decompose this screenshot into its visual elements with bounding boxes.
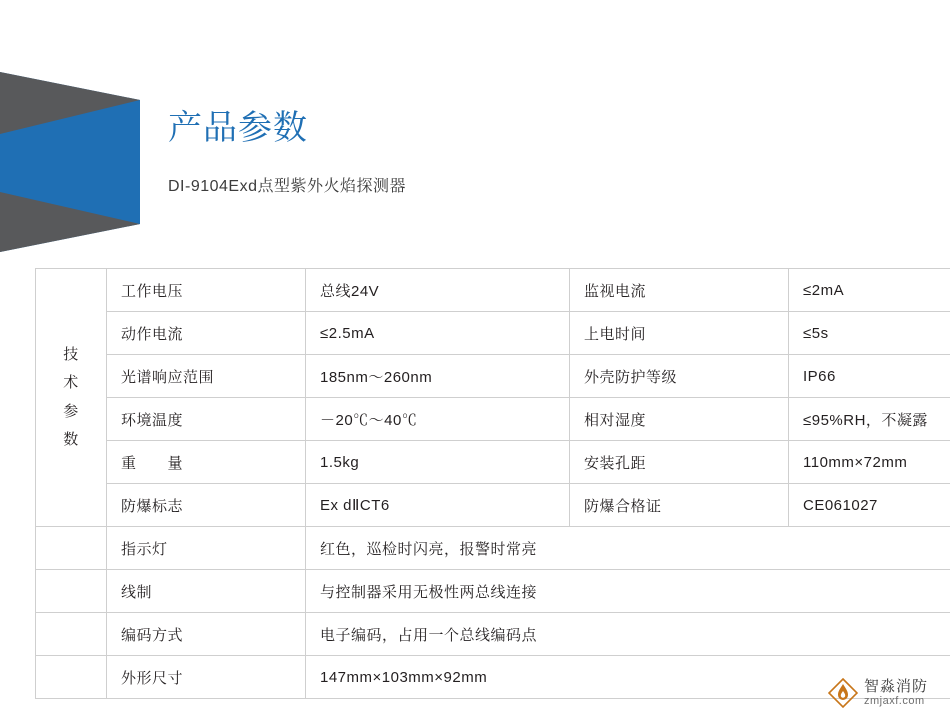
logo-text-block bbox=[864, 679, 928, 708]
site-logo bbox=[828, 678, 928, 708]
row-label: 指示灯 bbox=[107, 527, 306, 570]
row-label: 外壳防护等级 bbox=[570, 355, 789, 398]
logo-company-name: 智淼消防 bbox=[863, 677, 928, 695]
table-row bbox=[36, 570, 950, 613]
logo-url: zmjaxf.com bbox=[863, 695, 925, 708]
row-value: ≤2.5mA bbox=[306, 312, 570, 355]
row-label: 光谱响应范围 bbox=[107, 355, 306, 398]
flame-logo-icon bbox=[828, 678, 858, 708]
table-row bbox=[36, 484, 950, 527]
row-label: 工作电压 bbox=[107, 269, 306, 312]
row-label: 相对湿度 bbox=[570, 398, 789, 441]
row-label: 安装孔距 bbox=[570, 441, 789, 484]
row-label: 线制 bbox=[107, 570, 306, 613]
row-label: 重 量 bbox=[107, 441, 306, 484]
row-value: IP66 bbox=[789, 355, 950, 398]
row-label: 环境温度 bbox=[107, 398, 306, 441]
side-label-char: 术 bbox=[63, 374, 79, 391]
row-value: ≤5s bbox=[789, 312, 950, 355]
side-spacer-cell bbox=[36, 656, 107, 699]
product-model-subtitle: DI-9104Exd点型紫外火焰探测器 bbox=[168, 177, 406, 195]
row-value: 与控制器采用无极性两总线连接 bbox=[306, 570, 950, 613]
table-row bbox=[36, 355, 950, 398]
row-label: 外形尺寸 bbox=[107, 656, 306, 699]
page-title: 产品参数 bbox=[168, 109, 308, 147]
side-spacer-cell bbox=[36, 527, 107, 570]
row-label: 上电时间 bbox=[570, 312, 789, 355]
row-value: 110mm×72mm bbox=[789, 441, 950, 484]
row-value: 红色，巡检时闪亮，报警时常亮 bbox=[306, 527, 950, 570]
decorative-banner bbox=[0, 72, 140, 252]
row-value: ≤2mA bbox=[789, 269, 950, 312]
row-value: 总线24V bbox=[306, 269, 570, 312]
row-value: ≤95%RH，不凝露 bbox=[789, 398, 950, 441]
row-value: 电子编码，占用一个总线编码点 bbox=[306, 613, 950, 656]
specifications-table bbox=[35, 268, 950, 699]
row-label: 监视电流 bbox=[570, 269, 789, 312]
page-header bbox=[168, 108, 768, 196]
side-spacer-cell bbox=[36, 613, 107, 656]
side-spacer-cell bbox=[36, 570, 107, 613]
row-label: 动作电流 bbox=[107, 312, 306, 355]
row-value: 147mm×103mm×92mm bbox=[306, 656, 950, 699]
row-label: 防爆标志 bbox=[107, 484, 306, 527]
row-value: Ex dⅡCT6 bbox=[306, 484, 570, 527]
row-label: 防爆合格证 bbox=[570, 484, 789, 527]
table-row bbox=[36, 527, 950, 570]
side-label-technical-parameters bbox=[36, 269, 107, 527]
row-value: －20℃～40℃ bbox=[306, 398, 570, 441]
side-label-char: 数 bbox=[63, 431, 79, 448]
side-label-char: 参 bbox=[63, 402, 79, 420]
row-value: CE061027 bbox=[789, 484, 950, 527]
table-row bbox=[36, 441, 950, 484]
table-row bbox=[36, 656, 950, 699]
table-row bbox=[36, 398, 950, 441]
side-label-char: 技 bbox=[63, 345, 79, 363]
table-row bbox=[36, 312, 950, 355]
table-row bbox=[36, 613, 950, 656]
table-row bbox=[36, 269, 950, 312]
row-label: 编码方式 bbox=[107, 613, 306, 656]
row-value: 185nm～260nm bbox=[306, 355, 570, 398]
table-body bbox=[36, 269, 950, 699]
row-value: 1.5kg bbox=[306, 441, 570, 484]
